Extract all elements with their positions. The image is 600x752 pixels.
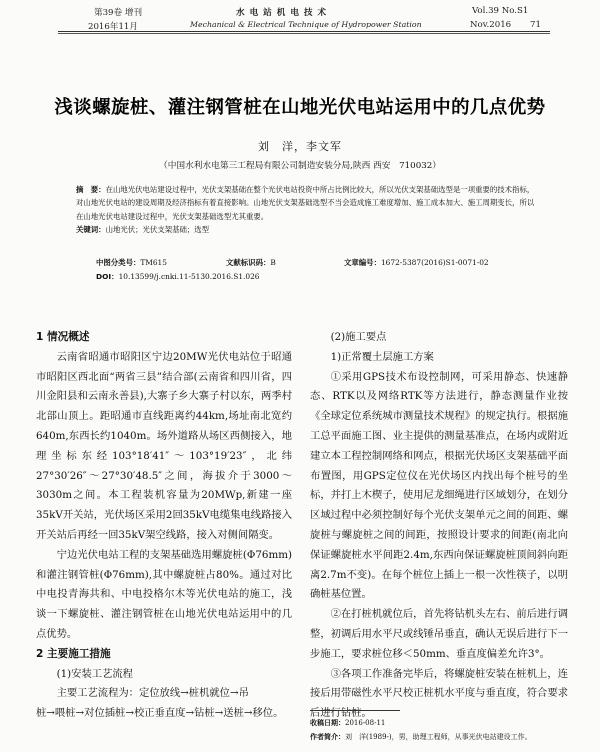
keywords-text: 山地光伏；光伏支架基础；选型	[105, 224, 210, 234]
section-1-heading: 1 情况概述	[36, 331, 90, 343]
author-bio-label: 作者简介：	[310, 733, 345, 741]
article-affiliation: （中国水利水电第三工程局有限公司制造安装分局,陕西 西安 710032）	[159, 161, 441, 171]
header-date-en: Nov.2016	[470, 20, 512, 30]
right-column	[310, 328, 568, 724]
section-1-paragraph-1: 云南省昭通市昭阳区宁边20MW光伏电站位于昭通市昭阳区西北面“两省三县”结合部(云南省和四川省，四川金阳县和云南永善县),大寨子乡大寨子村以东，两季村北部山顶上。距昭通市直线距离约44km,场址南北宽约640m,东西长约1040m。场外道路从场区西侧接入，地理坐标东经103°18′41″～103°19′23″，北纬27°30′26″～27°30′48.5″之间，海拔介于3000～3030m之间。本工程装机容量为20MWp,新建一座35kV开关站，光伏场区采用2回35kV电缆集电线路接入开关站后再经一回35kV架空线路，接入对侧间隔变。	[36, 350, 292, 541]
header-volume-en: Vol.39 No.S1	[472, 6, 529, 16]
article-no-label: 文章编号：	[344, 258, 381, 267]
step-1-paragraph: ①采用GPS技术布设控制网，可采用静态、快速静态、RTK以及网络RTK等方法进行，静态测量作业按《全球定位系统城市测量技术规程》的规定执行。根据施工总平面施工图、业主提供的测量基准点，在场内或附近建立本工程控制网络和网点，根据光伏场区支架基础平面布置图，用GPS定位仪在光伏场区内找出每个桩号的坐标，并打上木楔子，使用尼龙细绳进行区域划分，在划分区域过程中必须控制好每个光伏支架单元之间的间距、螺旋桩与螺旋桩之间的间距，按照设计要求的间距(南北向保证螺旋桩水平间距2.4m,东西向保证螺旋桩顶间斜向距离2.7m不变)。在每个桩位上插上一根一次性筷子，以明确桩基位置。	[310, 370, 568, 601]
abstract-label: 摘 要：	[76, 185, 106, 194]
author-bio-text: 刘 洋(1989-)，男，助理工程师，从事光伏电站建设工作。	[345, 733, 532, 741]
doc-code-line	[226, 257, 276, 268]
header-journal-en: Mechanical & Electrical Technique of Hydropower Station	[190, 20, 422, 29]
abstract-text: 在山地光伏电站建设过程中，光伏支架基础在整个光伏电站投资中所占比例比较大，所以光伏支架基础选型是一项重要的技术指标，对山地光伏电站的建设周期及经济指标有着直接影响。山地光伏支架基础选型不当会造成施工难度增加、施工成本加大、施工周期变长，所以在山地光伏电站建设过程中，光伏支架基础选型尤其重要。	[76, 185, 535, 221]
received-label: 收稿日期：	[310, 719, 345, 727]
step-2-paragraph: ②在打桩机就位后，首先将钻机头左右、前后进行调整，初调后用水平尺或线锤吊垂直，确认无误后进行下一步施工，要求桩位移＜50mm、垂直度偏差允许3°。	[310, 608, 568, 660]
process-flow-intro: 主要工艺流程为：定位放线→桩机就位→吊	[56, 687, 249, 700]
doc-code-label: 文献标识码：	[226, 258, 271, 267]
doi-value: 10.13599/j.cnki.11-5130.2016.S1.026	[118, 272, 260, 281]
received-date-line	[310, 716, 572, 730]
footnote-block	[310, 716, 572, 744]
doi-label: DOI：	[96, 272, 119, 281]
subsection-2-1-heading: (1)安装工艺流程	[56, 667, 133, 680]
header-journal-cn: 水 电 站 机 电 技 术	[236, 8, 328, 18]
clc-line	[96, 257, 167, 268]
header-page-number: 71	[530, 20, 541, 30]
process-flow-continued: 桩→喂桩→对位插桩→校正垂直度→钻桩→送桩→移位。	[36, 707, 284, 720]
subsection-2-2-heading: (2)施工要点	[330, 331, 387, 343]
article-no-line	[344, 257, 489, 268]
header-volume-cn: 第39卷 增刊	[94, 8, 143, 18]
section-1-paragraph-2: 宁边光伏电站工程的支架基础选用螺旋桩(Φ76mm)和灌注钢管桩(Φ76mm),其中螺旋桩占80%。通过对比中电投青海共和、中电投格尔木等光伏电站的施工，浅谈一下螺旋桩、灌注钢管桩在山地光伏电站运用中的几点优势。	[36, 548, 292, 640]
section-2-heading: 2 主要施工措施	[36, 647, 111, 660]
clc-value: TM615	[140, 258, 167, 267]
header-rule	[58, 31, 550, 32]
left-column	[36, 328, 292, 724]
article-authors: 刘 洋，李文军	[258, 140, 342, 153]
abstract-block	[76, 183, 536, 236]
keywords-label: 关键词：	[76, 224, 106, 234]
clc-label: 中图分类号：	[96, 258, 141, 267]
keywords-line	[76, 223, 536, 236]
subsection-2-2-1-heading: 1)正常覆土层施工方案	[330, 350, 434, 363]
author-bio-line	[310, 730, 572, 744]
article-title: 浅谈螺旋桩、灌注钢管桩在山地光伏电站运用中的几点优势	[54, 97, 546, 118]
article-no-value: 1672-5387(2016)S1-0071-02	[380, 258, 489, 267]
doi-line	[96, 271, 260, 282]
received-date: 2016-08-11	[345, 719, 386, 727]
footnote-rule	[310, 710, 400, 711]
step-3-paragraph: ③各项工作准备完毕后，将螺旋桩安装在桩机上，连接后用带磁性水平尺校正桩机水平度与垂直度，符合要求后进行钻桩。	[310, 667, 568, 720]
header-date-cn: 2016年11月	[88, 22, 138, 32]
doc-code-value: B	[270, 258, 276, 267]
header-rule-thin	[58, 33, 550, 34]
abstract-paragraph	[76, 183, 536, 223]
